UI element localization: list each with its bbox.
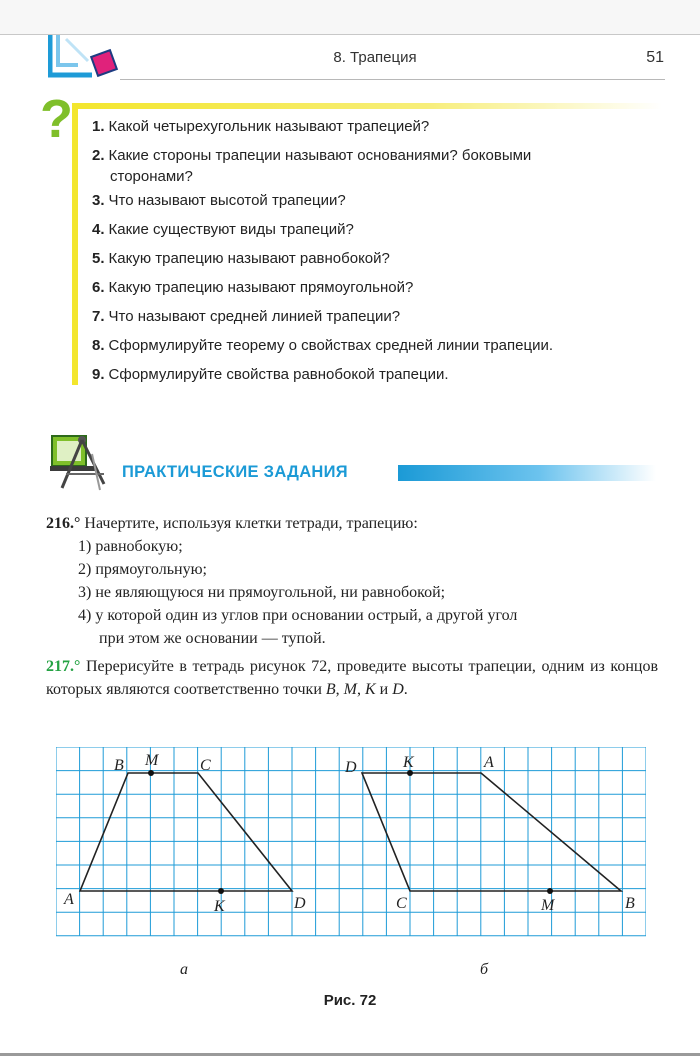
point-m-a [148,770,154,776]
question-mark-icon [38,91,82,151]
vertex-label: C [200,757,211,774]
window-top-bar [0,0,700,35]
point-label: M [541,897,555,914]
chapter-logo-icon [48,35,120,83]
section-title: 8. Трапеция [333,49,417,66]
question-item: 4. Какие существуют виды трапеций? [92,221,354,238]
header-rule [120,79,665,80]
task-item: 4) у которой один из углов при основании острый, а другой угол при этом же основании — тупой. [78,607,518,647]
question-item: 2. Какие стороны трапеции называют основаниями? боковыми сторонами? [92,147,532,185]
task-text: Перерисуйте в тетрадь рисунок 72, проведите высоты трапеции, одним из концов которых являются соответственно точки [46,658,659,698]
vertex-label: A [484,754,494,771]
point-m-b [547,888,553,894]
task-217: 217.° Перерисуйте в тетрадь рисунок 72, проведите высоты трапеции, одним из концов которых являются соответственно точки B, M, K и D. [46,658,659,698]
trapezoid-b [362,773,621,891]
question-item: 5. Какую трапецию называют равнобокой? [92,250,390,267]
trapezoid-a [80,773,292,891]
point-label: M [145,752,159,769]
question-item: 1. Какой четырехугольник называют трапецией? [92,118,430,135]
questions-top-bar [72,103,662,109]
question-item: 9. Сформулируйте свойства равнобокой трапеции. [92,366,449,383]
vertex-label: D [294,895,306,912]
question-item: 8. Сформулируйте теорему о свойствах средней линии трапеции. [92,337,554,354]
task-216-items [46,535,658,650]
task-number: 217.° [46,658,81,675]
vertex-label: B [625,895,635,912]
vertex-label: D [345,759,357,776]
panel-a-label: а [180,961,188,978]
question-item: 7. Что называют средней линией трапеции? [92,308,401,325]
task-item: 1) равнобокую; [78,538,183,555]
question-item: 3. Что называют высотой трапеции? [92,192,346,209]
svg-text:?: ? [40,91,73,149]
task-216 [46,512,658,650]
questions-list [92,116,662,393]
drafting-tools-icon [48,430,118,492]
vertex-label: B [114,757,124,774]
task-item: 3) не являющуюся ни прямоугольной, ни равнобокой; [78,584,446,601]
point-label: K [403,754,414,771]
task-item: 2) прямоугольную; [78,561,207,578]
practical-tasks-title: ПРАКТИЧЕСКИЕ ЗАДАНИЯ [122,463,348,481]
figure-72-grid [56,747,646,947]
point-label: K [214,898,225,915]
task-text: Начертите, используя клетки тетради, трапецию: [84,515,418,532]
point-k-a [218,888,224,894]
textbook-page [0,35,700,1053]
task-number: 216.° [46,515,81,532]
practical-tasks-bar [398,465,656,481]
vertex-label: A [64,891,74,908]
question-item: 6. Какую трапецию называют прямоугольной? [92,279,414,296]
panel-b-label: б [480,961,489,978]
page-number: 51 [646,49,664,66]
vertex-label: C [396,895,407,912]
figure-caption: Рис. 72 [323,992,377,1009]
